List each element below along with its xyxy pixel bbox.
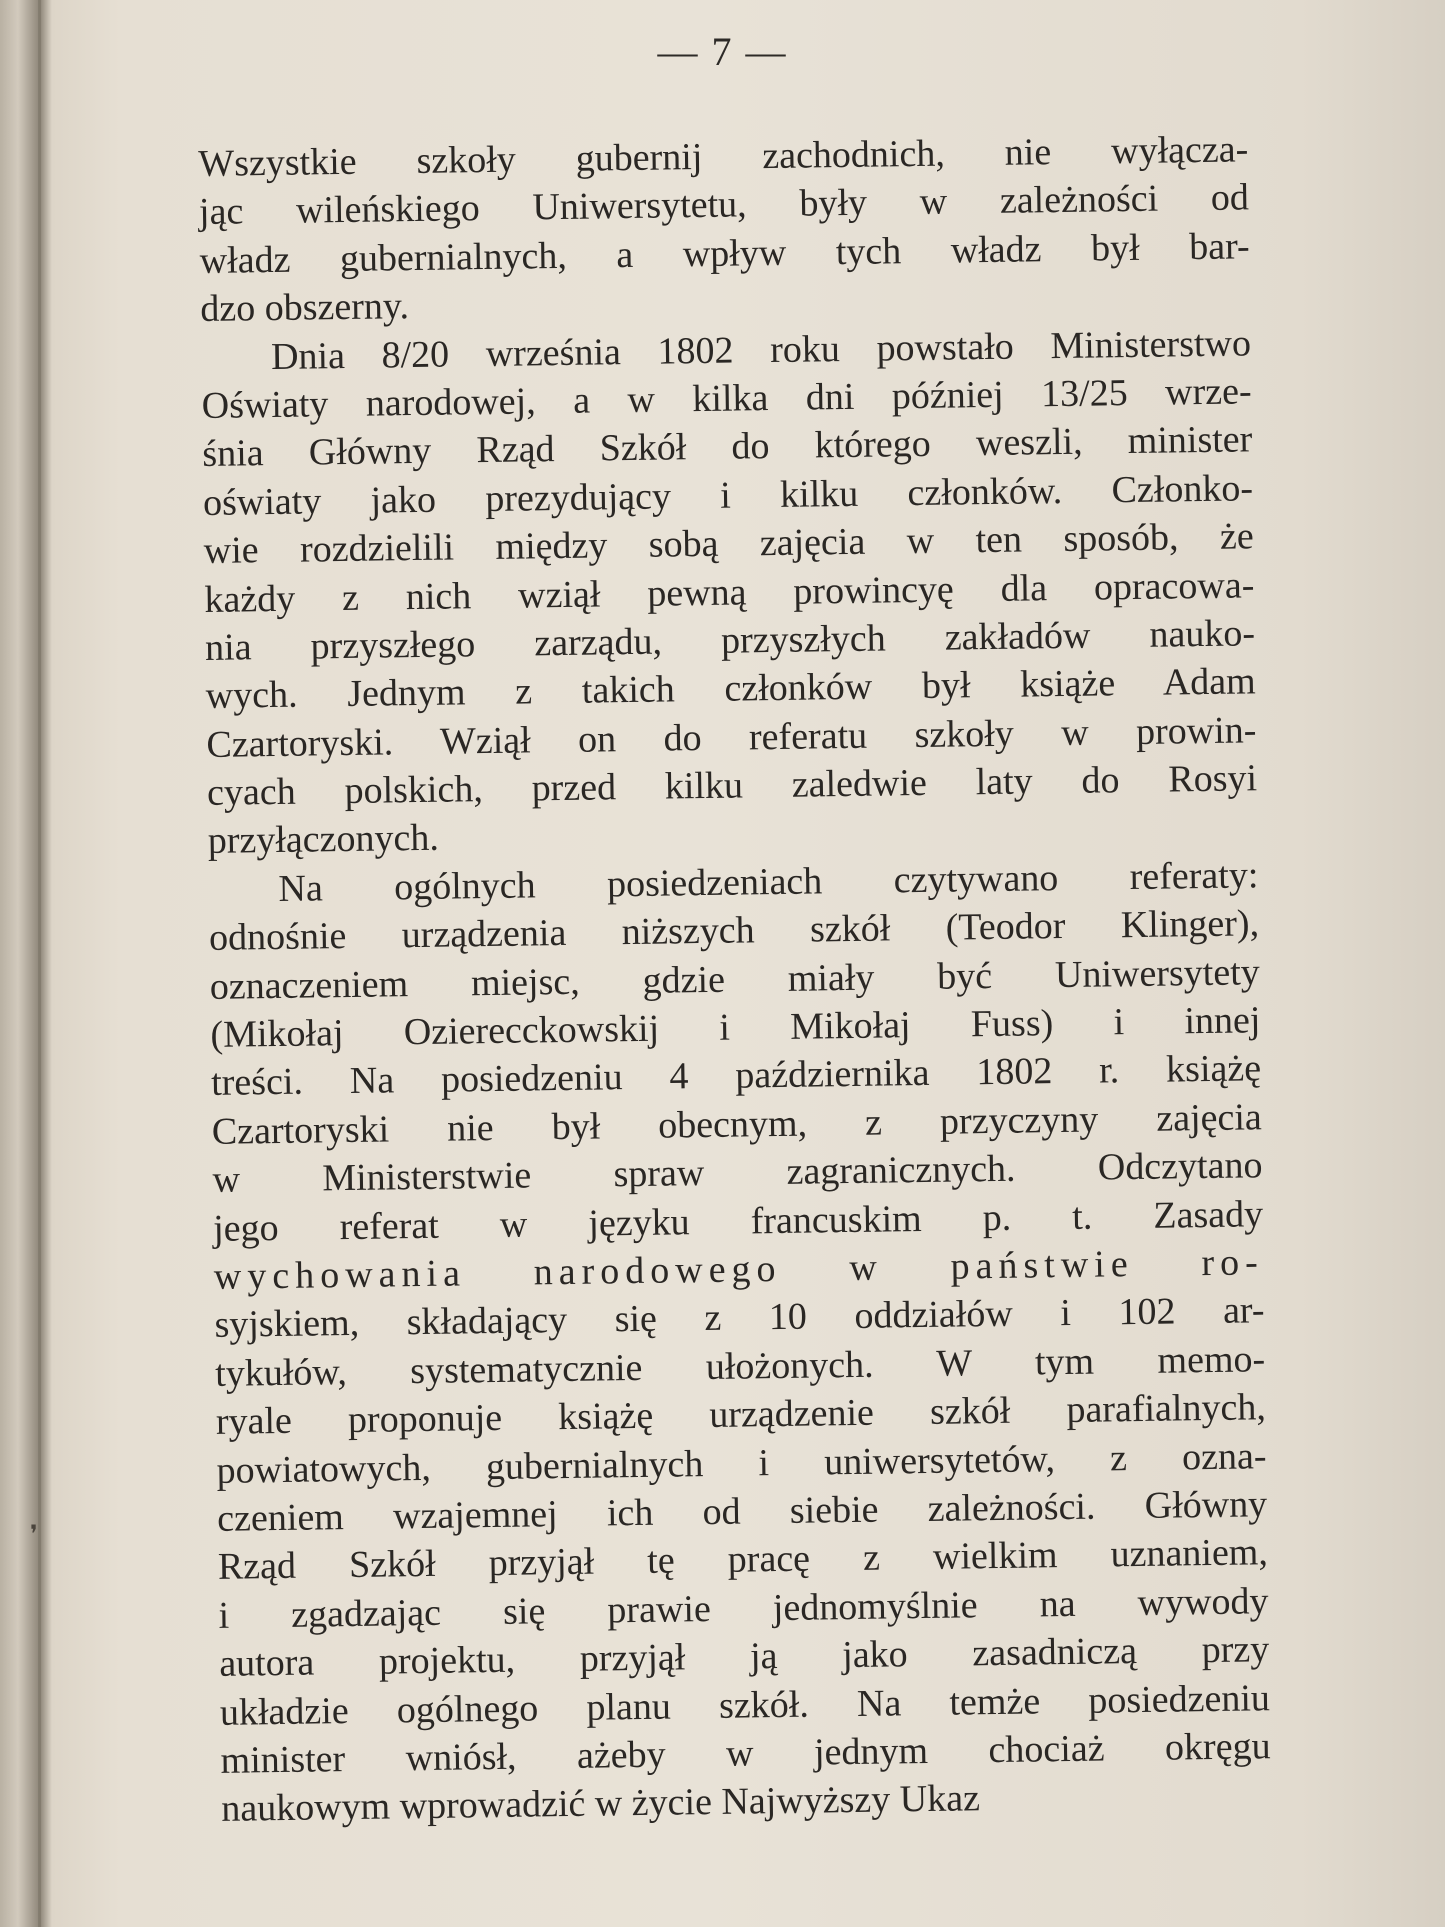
text-line: przyłączonych. xyxy=(207,817,440,863)
text-line: Czartoryski. Wziął on do referatu szkoły w prowin- xyxy=(206,708,1257,766)
text-line: syjskiem, składający się z 10 oddziałów i 102 ar- xyxy=(214,1289,1265,1347)
text-line: (Mikołaj Ozierecckowskij i Mikołaj Fuss) i innej xyxy=(210,999,1261,1056)
text-line: nia przyszłego zarządu, przyszłych zakładów nauko- xyxy=(204,612,1256,669)
text-line: w Ministerstwie spraw zagranicznych. Odczytano xyxy=(212,1144,1263,1202)
text-line: cyach polskich, przed kilku zaledwie laty do Rosyi xyxy=(206,757,1258,815)
text-line: dzo obszerny. xyxy=(200,285,410,331)
text-line: Dnia 8/20 września 1802 roku powstało Ministerstwo xyxy=(270,321,1252,378)
text-line: treści. Na posiedzeniu 4 października 1802 r. książę xyxy=(210,1047,1262,1105)
ink-mark: ❜ xyxy=(30,1522,38,1548)
book-spine-edge xyxy=(38,0,41,1927)
text-line: jąc wileńskiego Uniwersytetu, były w zależności od xyxy=(198,176,1250,234)
text-line: układzie ogólnego planu szkół. Na temże posiedzeniu xyxy=(219,1676,1271,1734)
text-line: Wszystkie szkoły gubernij zachodnich, nie wyłącza- xyxy=(198,128,1249,185)
text-line: oświaty jako prezydujący i kilku członków. Członko- xyxy=(202,467,1254,524)
text-line: oznaczeniem miejsc, gdzie miały być Uniwersytety xyxy=(209,950,1261,1008)
text-line: Rząd Szkół przyjął tę pracę z wielkim uznaniem, xyxy=(217,1531,1269,1589)
text-line: Czartoryski nie był obecnym, z przyczyny zajęcia xyxy=(211,1096,1263,1153)
text-line: i zgadzając się prawie jednomyślnie na wywody xyxy=(218,1579,1269,1637)
text-line: wych. Jednym z takich członków był książe Adam xyxy=(205,660,1256,718)
text-line: każdy z nich wziął pewną prowincyę dla opracowa- xyxy=(204,563,1255,621)
text-line: minister wniósł, ażeby w jednym chociaż okręgu xyxy=(220,1725,1271,1782)
text-line: autora projektu, przyjął ją jako zasadniczą przy xyxy=(218,1628,1270,1685)
text-line: wychowania narodowego w państwie ro- xyxy=(213,1241,1265,1298)
text-line: Na ogólnych posiedzeniach czytywano referaty: xyxy=(278,854,1259,910)
page-number: — 7 — xyxy=(657,29,788,74)
text-line: Oświaty narodowej, a w kilka dni później 13/25 wrze- xyxy=(201,370,1252,427)
text-line: śnia Główny Rząd Szkół do którego weszli, minister xyxy=(202,418,1253,476)
text-line: powiatowych, gubernialnych i uniwersytetów, z ozna- xyxy=(216,1434,1267,1492)
text-line: tykułów, systematycznie ułożonych. W tym memo- xyxy=(214,1337,1266,1395)
body-text xyxy=(198,125,1272,1833)
text-line: władz gubernialnych, a wpływ tych władz był bar- xyxy=(199,225,1250,282)
text-line: naukowym wprowadzić w życie Najwyższy Ukaz xyxy=(221,1777,981,1831)
text-line: odnośnie urządzenia niższych szkół (Teodor Klinger), xyxy=(208,902,1260,960)
text-line: czeniem wzajemnej ich od siebie zależności. Główny xyxy=(216,1483,1268,1540)
text-line: ryale proponuje książę urządzenie szkół parafialnych, xyxy=(215,1386,1267,1444)
text-line: wie rozdzielili między sobą zajęcia w ten sposób, że xyxy=(203,515,1254,573)
text-line: jego referat w języku francuskim p. t. Zasady xyxy=(212,1192,1264,1250)
